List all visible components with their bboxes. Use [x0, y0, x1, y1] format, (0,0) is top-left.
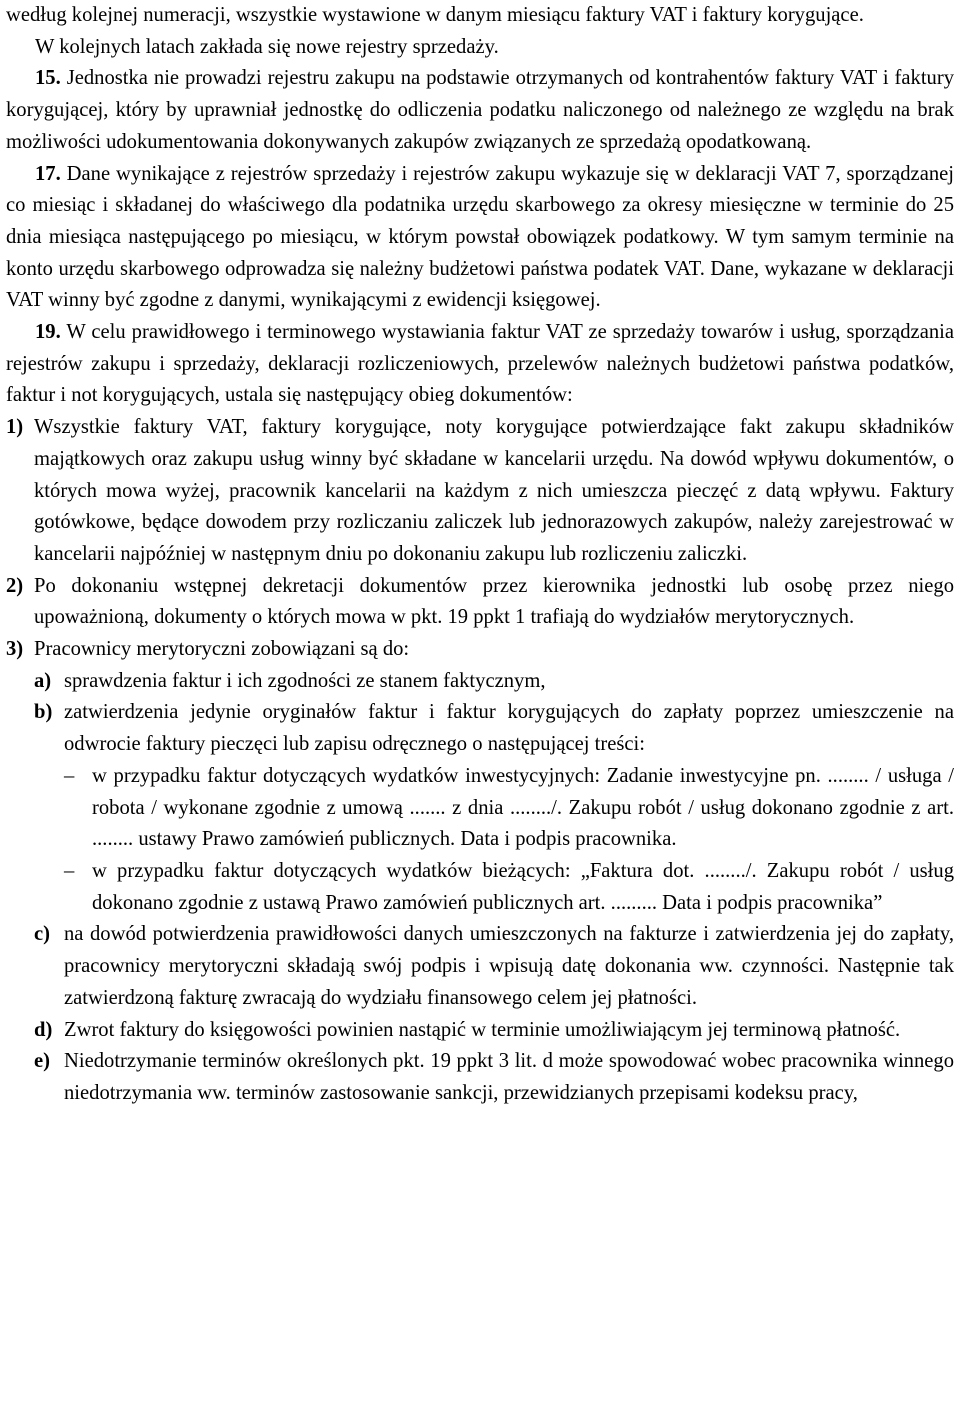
paragraph-number: 19. [35, 321, 61, 344]
sub-item-text: na dowód potwierdzenia prawidłowości danych umieszczonych na fakturze i zatwierdzenia jej do zapłaty, pracownicy merytoryczni składają swój podpis i wpisują datę dokonania ww. czynności. Następnie tak zatwierdzoną fakturę zwracają do wydziału finansowego celem jej płatności. [64, 923, 954, 1009]
dash-item-investment [64, 761, 954, 856]
paragraph-continuation: według kolejnej numeracji, wszystkie wystawione w danym miesiącu faktury VAT i faktury korygujące. [6, 4, 864, 26]
sub-list-marker: a) [34, 669, 52, 692]
paragraph-15 [6, 63, 954, 158]
sub-item-c [34, 919, 954, 1014]
sub-item-text: Niedotrzymanie terminów określonych pkt. 19 ppkt 3 lit. d może spowodować wobec pracownika winnego niedotrzymania ww. terminów zastosowanie sankcji, przewidzianych przepisami kodeksu pracy, [64, 1050, 954, 1104]
dash-marker: – [64, 859, 75, 882]
dash-item-current [64, 856, 954, 919]
sub-list-marker: b) [34, 701, 53, 724]
list-item-3 [6, 634, 954, 666]
list-marker: 1) [6, 416, 24, 439]
sub-item-text: Zwrot faktury do księgowości powinien nastąpić w terminie umożliwiającym jej terminową płatność. [64, 1018, 901, 1041]
list-item-1 [6, 412, 954, 571]
list-item-2 [6, 571, 954, 634]
list-item-text: Pracownicy merytoryczni zobowiązani są do: [34, 638, 410, 661]
paragraph-number: 15. [35, 67, 61, 90]
sub-list-marker: e) [34, 1050, 50, 1073]
sub-item-text: zatwierdzenia jedynie oryginałów faktur i faktur korygujących do zapłaty poprzez umieszczenie na odwrocie faktury pieczęci lub zapisu odręcznego o następującej treści: [64, 701, 954, 756]
sub-item-b [34, 697, 954, 760]
paragraph-text: Dane wynikające z rejestrów sprzedaży i rejestrów zakupu wykazuje się w deklaracji VAT 7, sporządzanej co miesiąc i składanej do właściwego dla podatnika urzędu skarbowego za okresy miesięczne w terminie do 25 dnia miesiąca następującego po miesiącu, w którym powstał obowiązek podatkowy. W tym samym terminie na konto urzędu skarbowego odprowadza się należny budżetowi państwa podatek VAT. Dane, wykazane w deklaracji VAT winny być zgodne z danymi, wynikającymi z ewidencji księgowej. [6, 162, 954, 312]
paragraph-text: Jednostka nie prowadzi rejestru zakupu na podstawie otrzymanych od kontrahentów faktury VAT i faktury korygującej, który by uprawniał jednostkę do odliczenia podatku naliczonego od należnego ze względu na brak możliwości udokumentowania dokonywanych zakupów związanych ze sprzedażą opodatkowaną. [6, 67, 954, 153]
dash-item-text: w przypadku faktur dotyczących wydatków inwestycyjnych: Zadanie inwestycyjne pn. ........ / usługa / robota / wykonane zgodnie z umową ....... z dnia ......../. Zakupu robót / usług dokonano zgodnie z art. ........ ustawy Prawo zamówień publicznych. Data i podpis pracownika. [92, 764, 954, 851]
paragraph-text: W celu prawidłowego i terminowego wystawiania faktur VAT ze sprzedaży towarów i usług, sporządzania rejestrów zakupu i sprzedaży, deklaracji rozliczeniowych, przelewów należnych budżetowi państwa podatków, faktur i not korygujących, ustala się następujący obieg dokumentów: [6, 321, 954, 407]
sub-list-marker: d) [34, 1018, 53, 1041]
list-marker: 2) [6, 574, 24, 597]
sub-item-text: sprawdzenia faktur i ich zgodności ze stanem faktycznym, [64, 669, 546, 692]
sub-list-marker: c) [34, 923, 50, 946]
paragraph-registers: W kolejnych latach zakłada się nowe rejestry sprzedaży. [35, 35, 499, 58]
paragraph-number: 17. [35, 162, 61, 185]
list-item-text: Wszystkie faktury VAT, faktury korygujące, noty korygujące potwierdzające fakt zakupu składników majątkowych oraz zakupu usług winny być składane w kancelarii urzędu. Na dowód wpływu dokumentów, o których mowa wyżej, pracownik kancelarii na każdym z nich umieszcza pieczęć z datą wpływu. Faktury gotówkowe, będące dowodem przy rozliczaniu zaliczek lub jednorazowych zakupów, należy zarejestrować w kancelarii najpóźniej w następnym dniu po dokonaniu zakupu lub rozliczeniu zaliczki. [34, 416, 954, 565]
dash-marker: – [64, 764, 75, 787]
sub-item-a [34, 666, 954, 698]
paragraph-19 [6, 317, 954, 412]
sub-item-e [34, 1046, 954, 1109]
list-item-text: Po dokonaniu wstępnej dekretacji dokumentów przez kierownika jednostki lub osobę przez niego upoważnioną, dokumenty o których mowa w pkt. 19 ppkt 1 trafiają do wydziałów merytorycznych. [34, 574, 954, 629]
list-marker: 3) [6, 638, 24, 661]
sub-item-d [34, 1015, 954, 1047]
paragraph-17 [6, 159, 954, 318]
dash-item-text: w przypadku faktur dotyczących wydatków bieżących: „Faktura dot. ......../. Zakupu robót / usług dokonano zgodnie z ustawą Prawo zamówień publicznych art. ......... Data i podpis pracownika” [92, 859, 954, 914]
